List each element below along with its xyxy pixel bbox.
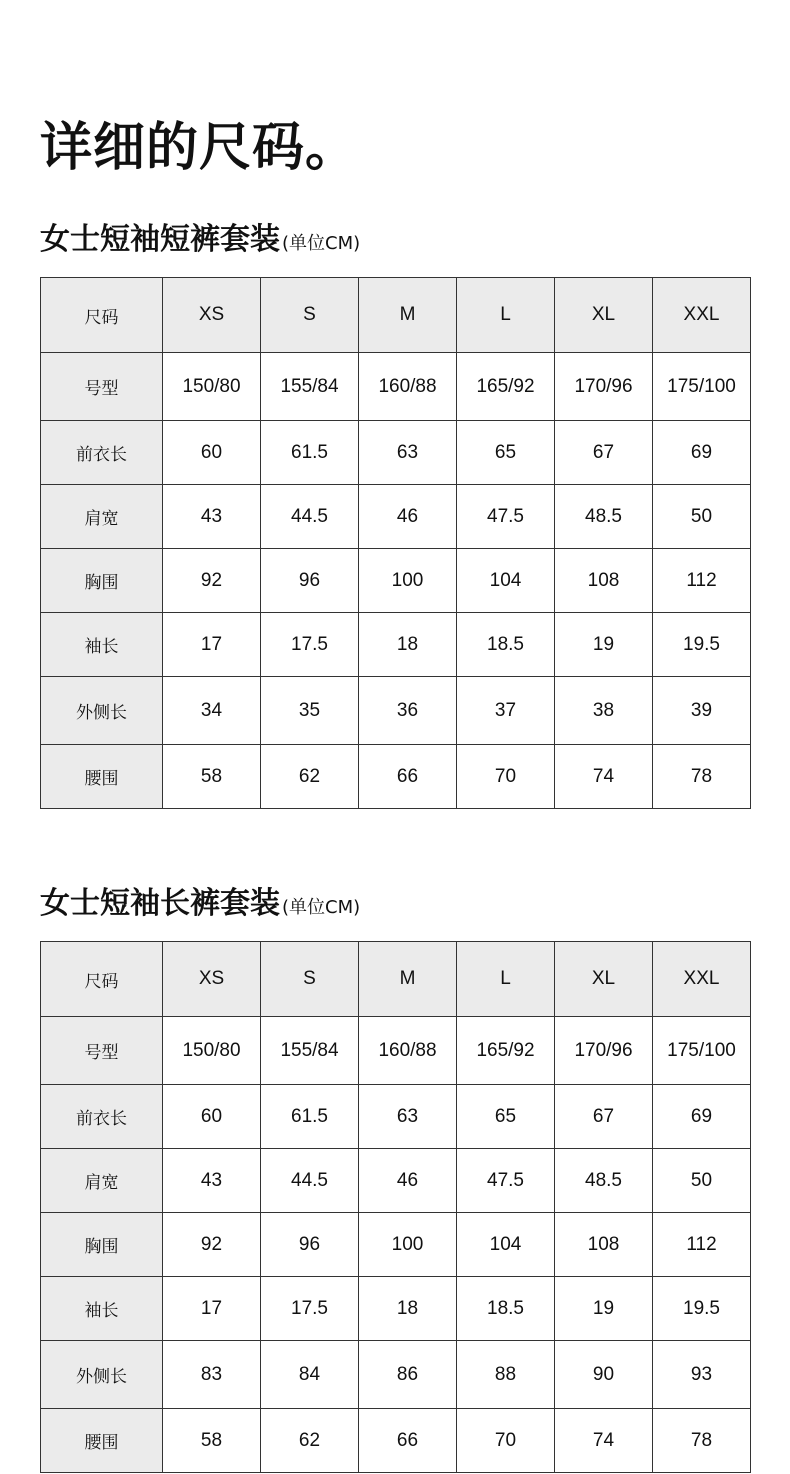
table-header-row [41, 278, 751, 353]
value-cell: 66 [359, 745, 457, 809]
value-cell: 65 [457, 421, 555, 485]
value-cell: 17.5 [261, 1277, 359, 1341]
value-cell: 96 [261, 1213, 359, 1277]
value-cell: 69 [653, 1085, 751, 1149]
value-cell: 50 [653, 485, 751, 549]
value-cell: 37 [457, 677, 555, 745]
value-cell: 160/88 [359, 353, 457, 421]
value-cell: 74 [555, 745, 653, 809]
value-cell: 100 [359, 549, 457, 613]
size-table-pants-set [40, 941, 751, 1473]
value-cell: 17.5 [261, 613, 359, 677]
value-cell: 104 [457, 1213, 555, 1277]
value-cell: 165/92 [457, 353, 555, 421]
value-cell: 63 [359, 421, 457, 485]
size-header-cell: XL [555, 942, 653, 1017]
value-cell: 67 [555, 1085, 653, 1149]
value-cell: 39 [653, 677, 751, 745]
section-unit: (单位CM) [282, 897, 361, 918]
value-cell: 84 [261, 1341, 359, 1409]
row-label-cell: 肩宽 [41, 1149, 163, 1213]
value-cell: 19.5 [653, 613, 751, 677]
table-row [41, 1213, 751, 1277]
value-cell: 60 [163, 1085, 261, 1149]
value-cell: 88 [457, 1341, 555, 1409]
value-cell: 19 [555, 613, 653, 677]
value-cell: 92 [163, 549, 261, 613]
value-cell: 90 [555, 1341, 653, 1409]
row-label-cell: 号型 [41, 353, 163, 421]
value-cell: 38 [555, 677, 653, 745]
row-label-cell: 前衣长 [41, 1085, 163, 1149]
size-header-cell: L [457, 278, 555, 353]
value-cell: 62 [261, 1409, 359, 1473]
value-cell: 86 [359, 1341, 457, 1409]
section-title-text: 女士短袖长裤套装 [40, 886, 280, 921]
value-cell: 92 [163, 1213, 261, 1277]
value-cell: 78 [653, 1409, 751, 1473]
value-cell: 47.5 [457, 1149, 555, 1213]
value-cell: 46 [359, 1149, 457, 1213]
row-label-cell: 袖长 [41, 1277, 163, 1341]
value-cell: 69 [653, 421, 751, 485]
table-row [41, 1409, 751, 1473]
value-cell: 58 [163, 1409, 261, 1473]
size-header-cell: M [359, 942, 457, 1017]
value-cell: 50 [653, 1149, 751, 1213]
value-cell: 47.5 [457, 485, 555, 549]
value-cell: 18.5 [457, 1277, 555, 1341]
value-cell: 18 [359, 613, 457, 677]
value-cell: 170/96 [555, 353, 653, 421]
size-header-cell: XXL [653, 278, 751, 353]
size-header-cell: S [261, 278, 359, 353]
value-cell: 48.5 [555, 485, 653, 549]
size-header-cell: XXL [653, 942, 751, 1017]
value-cell: 93 [653, 1341, 751, 1409]
value-cell: 58 [163, 745, 261, 809]
header-label-cell: 尺码 [41, 278, 163, 353]
value-cell: 150/80 [163, 353, 261, 421]
value-cell: 175/100 [653, 353, 751, 421]
value-cell: 155/84 [261, 1017, 359, 1085]
table-row [41, 421, 751, 485]
value-cell: 61.5 [261, 421, 359, 485]
value-cell: 43 [163, 1149, 261, 1213]
table-row [41, 677, 751, 745]
header-label-cell: 尺码 [41, 942, 163, 1017]
value-cell: 34 [163, 677, 261, 745]
row-label-cell: 外侧长 [41, 1341, 163, 1409]
value-cell: 62 [261, 745, 359, 809]
row-label-cell: 肩宽 [41, 485, 163, 549]
row-label-cell: 号型 [41, 1017, 163, 1085]
value-cell: 36 [359, 677, 457, 745]
table-row [41, 613, 751, 677]
row-label-cell: 腰围 [41, 745, 163, 809]
size-table-shorts-set [40, 277, 751, 809]
value-cell: 155/84 [261, 353, 359, 421]
value-cell: 150/80 [163, 1017, 261, 1085]
size-header-cell: S [261, 942, 359, 1017]
table-row [41, 1277, 751, 1341]
value-cell: 104 [457, 549, 555, 613]
value-cell: 78 [653, 745, 751, 809]
table-row [41, 1149, 751, 1213]
row-label-cell: 前衣长 [41, 421, 163, 485]
value-cell: 96 [261, 549, 359, 613]
section-title-shorts-set [40, 220, 360, 264]
value-cell: 108 [555, 549, 653, 613]
size-header-cell: XS [163, 942, 261, 1017]
size-header-cell: L [457, 942, 555, 1017]
value-cell: 108 [555, 1213, 653, 1277]
value-cell: 165/92 [457, 1017, 555, 1085]
size-header-cell: XL [555, 278, 653, 353]
section-title-text: 女士短袖短裤套装 [40, 222, 280, 257]
value-cell: 44.5 [261, 1149, 359, 1213]
table-row [41, 1085, 751, 1149]
value-cell: 18 [359, 1277, 457, 1341]
row-label-cell: 袖长 [41, 613, 163, 677]
table-row [41, 1341, 751, 1409]
value-cell: 100 [359, 1213, 457, 1277]
value-cell: 46 [359, 485, 457, 549]
value-cell: 67 [555, 421, 653, 485]
row-label-cell: 胸围 [41, 549, 163, 613]
table-header-row [41, 942, 751, 1017]
row-label-cell: 腰围 [41, 1409, 163, 1473]
table-row [41, 353, 751, 421]
value-cell: 17 [163, 613, 261, 677]
size-header-cell: XS [163, 278, 261, 353]
value-cell: 18.5 [457, 613, 555, 677]
section-unit: (单位CM) [282, 233, 361, 254]
value-cell: 112 [653, 549, 751, 613]
page-title: 详细的尺码。 [40, 118, 359, 178]
value-cell: 175/100 [653, 1017, 751, 1085]
value-cell: 112 [653, 1213, 751, 1277]
value-cell: 35 [261, 677, 359, 745]
value-cell: 63 [359, 1085, 457, 1149]
value-cell: 44.5 [261, 485, 359, 549]
row-label-cell: 胸围 [41, 1213, 163, 1277]
value-cell: 48.5 [555, 1149, 653, 1213]
value-cell: 61.5 [261, 1085, 359, 1149]
value-cell: 19 [555, 1277, 653, 1341]
value-cell: 160/88 [359, 1017, 457, 1085]
value-cell: 65 [457, 1085, 555, 1149]
value-cell: 70 [457, 745, 555, 809]
value-cell: 17 [163, 1277, 261, 1341]
value-cell: 170/96 [555, 1017, 653, 1085]
row-label-cell: 外侧长 [41, 677, 163, 745]
value-cell: 74 [555, 1409, 653, 1473]
value-cell: 83 [163, 1341, 261, 1409]
value-cell: 70 [457, 1409, 555, 1473]
value-cell: 66 [359, 1409, 457, 1473]
section-title-pants-set [40, 884, 360, 928]
table-row [41, 1017, 751, 1085]
value-cell: 43 [163, 485, 261, 549]
table-row [41, 549, 751, 613]
value-cell: 19.5 [653, 1277, 751, 1341]
size-header-cell: M [359, 278, 457, 353]
table-row [41, 485, 751, 549]
value-cell: 60 [163, 421, 261, 485]
table-row [41, 745, 751, 809]
